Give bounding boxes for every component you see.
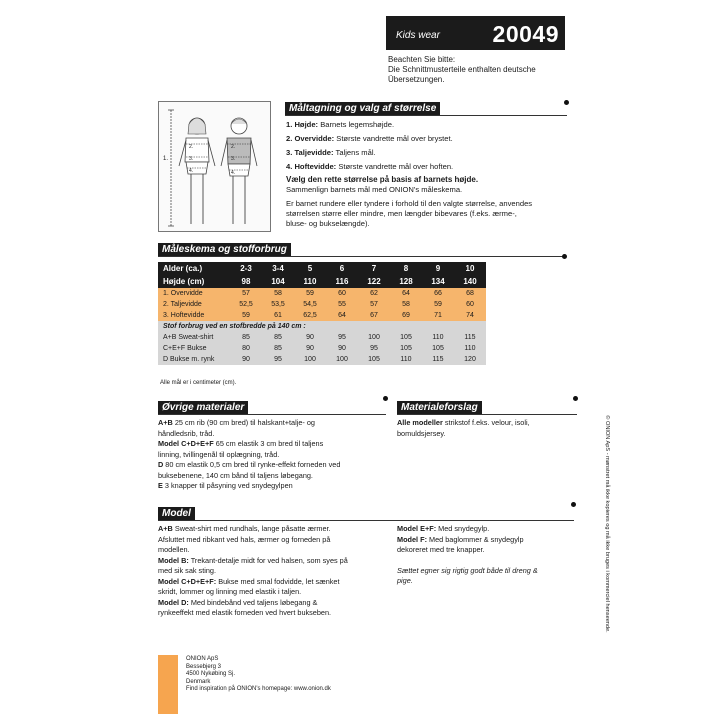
model-line-bold: Model C+D+E+F: bbox=[158, 576, 217, 586]
table-cell: 110 bbox=[454, 343, 486, 354]
model-line-text: Afsluttet med ribkant ved hals, ærmer og forneden på bbox=[158, 534, 331, 544]
measure-item: 1. Højde: Barnets legemshøjde. bbox=[286, 120, 395, 129]
section-title-table: Måleskema og stofforbrug bbox=[158, 243, 291, 256]
model-line-text: Med baglommer & snydegylp bbox=[427, 534, 524, 544]
table-cell: 9 bbox=[422, 262, 454, 275]
model-line bbox=[397, 535, 577, 546]
row-label: C+E+F Bukse bbox=[158, 343, 230, 354]
material-line-bold: D bbox=[158, 460, 164, 469]
table-cell: 90 bbox=[294, 332, 326, 343]
size-choice-heading: Vælg den rette størrelse på basis af barnets højde. bbox=[286, 175, 479, 184]
table-cell: 60 bbox=[326, 288, 358, 299]
fabric-line: Alle modeller strikstof f.eks. velour, isoli, bbox=[397, 418, 530, 427]
table-cell: 115 bbox=[422, 354, 454, 365]
measure-list bbox=[286, 120, 532, 229]
table-cell: 71 bbox=[422, 310, 454, 321]
material-line-bold: E bbox=[158, 481, 163, 490]
child-figure-illustration bbox=[158, 101, 271, 232]
material-line-text: buksebenene, 140 cm bånd til taljens løbegang. bbox=[158, 470, 313, 480]
german-note bbox=[388, 55, 568, 85]
model-line-text: Bukse med smal fodvidde, let sænket bbox=[216, 576, 340, 586]
table-cell: 52,5 bbox=[230, 299, 262, 310]
svg-text:3.: 3. bbox=[189, 156, 194, 162]
model-line bbox=[158, 556, 378, 567]
table-cell: 95 bbox=[262, 354, 294, 365]
table-cell: 10 bbox=[454, 262, 486, 275]
material-line bbox=[158, 429, 340, 440]
svg-text:2.: 2. bbox=[189, 144, 194, 150]
table-cell: 58 bbox=[390, 299, 422, 310]
model-right-list bbox=[397, 524, 577, 556]
row-label: 2. Taljevidde bbox=[158, 299, 230, 310]
row-label: D Bukse m. rynk bbox=[158, 354, 230, 365]
table-cell: 68 bbox=[454, 288, 486, 299]
para-line: bluse- og bukselængde). bbox=[286, 219, 370, 228]
row-label: A+B Sweat-shirt bbox=[158, 332, 230, 343]
model-line-text: dekoreret med tre knapper. bbox=[397, 545, 485, 554]
bullet-dot bbox=[564, 100, 569, 105]
note-line: Übersetzungen. bbox=[388, 75, 445, 84]
model-line bbox=[397, 524, 577, 535]
material-line-text: 3 knapper til påsyning ved snydegylpen bbox=[162, 481, 293, 490]
figure-label: 1. bbox=[163, 156, 169, 162]
children-measure-icon bbox=[159, 102, 270, 231]
table-cell: 59 bbox=[294, 288, 326, 299]
orange-accent-bar bbox=[158, 655, 178, 714]
table-cell: 59 bbox=[422, 299, 454, 310]
measure-item: 4. Hoftevidde: Største vandrette mål over hoften. bbox=[286, 162, 454, 171]
company-address bbox=[186, 656, 331, 694]
bullet-dot bbox=[383, 396, 388, 401]
table-cell: 58 bbox=[262, 288, 294, 299]
material-line bbox=[158, 471, 340, 482]
model-line bbox=[158, 545, 378, 556]
section-title-materials: Øvrige materialer bbox=[158, 401, 248, 414]
row-label: 3. Hoftevidde bbox=[158, 310, 230, 321]
table-cell: 85 bbox=[262, 332, 294, 343]
note-line: Beachten Sie bitte: bbox=[388, 55, 456, 64]
table-cell: 67 bbox=[358, 310, 390, 321]
table-cell: 105 bbox=[422, 343, 454, 354]
table-cell: 64 bbox=[326, 310, 358, 321]
measure-item: 2. Overvidde: Største vandrette mål over brystet. bbox=[286, 134, 453, 143]
table-cell: 60 bbox=[454, 299, 486, 310]
row-label: Alder (ca.) bbox=[158, 262, 230, 275]
table-cell: 122 bbox=[358, 275, 390, 288]
italic-line: Sættet egner sig rigtig godt både til dreng & bbox=[397, 565, 538, 575]
table-cell: 57 bbox=[358, 299, 390, 310]
material-line bbox=[158, 418, 340, 429]
model-suitability bbox=[397, 566, 577, 587]
fabric-row bbox=[158, 354, 486, 365]
svg-text:4.: 4. bbox=[189, 168, 194, 174]
body-measure-row bbox=[158, 288, 486, 299]
table-cell: 115 bbox=[454, 332, 486, 343]
model-line bbox=[158, 608, 378, 619]
divider bbox=[158, 520, 574, 521]
table-cell: 54,5 bbox=[294, 299, 326, 310]
brand-label: Kids wear bbox=[396, 30, 440, 41]
table-cell: 5 bbox=[294, 262, 326, 275]
model-line-text: Med bindebånd ved taljens løbegang & bbox=[188, 597, 318, 607]
svg-text:3.: 3. bbox=[231, 156, 236, 162]
divider bbox=[158, 414, 386, 415]
divider bbox=[285, 115, 567, 116]
model-line bbox=[397, 545, 577, 556]
table-cell: 100 bbox=[358, 332, 390, 343]
model-line-text: skridt, lommer og linning med elastik i taljen. bbox=[158, 587, 302, 596]
table-cell: 134 bbox=[422, 275, 454, 288]
age-header-row bbox=[158, 262, 486, 275]
material-line bbox=[158, 439, 340, 450]
table-cell: 7 bbox=[358, 262, 390, 275]
model-line-text: med sik sak sting. bbox=[158, 566, 216, 575]
fabric-row bbox=[158, 343, 486, 354]
fabric-row bbox=[158, 332, 486, 343]
table-cell: 140 bbox=[454, 275, 486, 288]
material-line-text: linning, tvillingenål til oplægning, tråd. bbox=[158, 449, 280, 459]
pattern-number: 20049 bbox=[492, 21, 559, 47]
table-cell: 6 bbox=[326, 262, 358, 275]
body-measure-row bbox=[158, 299, 486, 310]
model-line bbox=[158, 566, 378, 577]
model-line-text: Sweat-shirt med rundhals, lange påsatte ærmer. bbox=[172, 524, 331, 533]
table-cell: 100 bbox=[326, 354, 358, 365]
material-line bbox=[158, 481, 340, 492]
table-cell: 55 bbox=[326, 299, 358, 310]
fabric-line: bomuldsjersey. bbox=[397, 428, 446, 438]
fabric-text bbox=[397, 418, 530, 439]
model-line-text: modellen. bbox=[158, 545, 190, 554]
material-line-text: 65 cm elastik 3 cm bred til taljens bbox=[213, 439, 324, 448]
address-line: ONION ApS bbox=[186, 656, 219, 662]
note-line: Die Schnittmusterteile enthalten deutsche bbox=[388, 65, 536, 74]
table-cell: 66 bbox=[422, 288, 454, 299]
fabric-header-row bbox=[158, 321, 486, 332]
para-line: størrelsen større eller mindre, men længder bibevares (f.eks. ærme-, bbox=[286, 209, 517, 218]
section-title-fabric: Materialeforslag bbox=[397, 401, 482, 414]
table-cell: 8 bbox=[390, 262, 422, 275]
table-cell: 105 bbox=[390, 343, 422, 354]
table-cell: 120 bbox=[454, 354, 486, 365]
table-cell: 85 bbox=[230, 332, 262, 343]
model-line bbox=[158, 577, 378, 588]
address-line: 4500 Nykøbing Sj. bbox=[186, 671, 236, 677]
table-cell: 105 bbox=[390, 332, 422, 343]
size-chart-table bbox=[158, 262, 486, 365]
table-cell: 116 bbox=[326, 275, 358, 288]
material-line-bold: A+B bbox=[158, 418, 173, 427]
section-title-measure: Måltagning og valg af størrelse bbox=[285, 102, 440, 115]
divider bbox=[397, 414, 577, 415]
model-desc-left bbox=[158, 524, 378, 619]
height-header-row bbox=[158, 275, 486, 288]
divider bbox=[158, 256, 564, 257]
table-footnote: Alle mål er i centimeter (cm). bbox=[160, 380, 237, 386]
bullet-dot bbox=[573, 396, 578, 401]
table-cell: 62,5 bbox=[294, 310, 326, 321]
model-line-bold: Model E+F: bbox=[397, 524, 437, 533]
model-line-bold: A+B bbox=[158, 524, 173, 533]
table-cell: 110 bbox=[390, 354, 422, 365]
model-line-bold: Model B: bbox=[158, 555, 189, 565]
table-cell: 90 bbox=[230, 354, 262, 365]
model-line-bold: Model D: bbox=[158, 597, 189, 607]
table-cell: 100 bbox=[294, 354, 326, 365]
italic-line: pige. bbox=[397, 576, 413, 585]
table-cell: 85 bbox=[262, 343, 294, 354]
table-cell: 104 bbox=[262, 275, 294, 288]
material-line bbox=[158, 460, 340, 471]
table-cell: 80 bbox=[230, 343, 262, 354]
table-cell: 61 bbox=[262, 310, 294, 321]
table-cell: 57 bbox=[230, 288, 262, 299]
svg-text:2.: 2. bbox=[231, 144, 236, 150]
model-line-text: rynkeeffekt med elastik forneden ved hvert bukseben. bbox=[158, 608, 332, 617]
model-line bbox=[158, 535, 378, 546]
table-cell: 74 bbox=[454, 310, 486, 321]
model-line-bold: Model F: bbox=[397, 534, 427, 544]
table-cell: 64 bbox=[390, 288, 422, 299]
table-cell: 62 bbox=[358, 288, 390, 299]
table-cell: 110 bbox=[294, 275, 326, 288]
address-line: Bessebjerg 3 bbox=[186, 663, 222, 670]
row-label: 1. Overvidde bbox=[158, 288, 230, 299]
table-cell: 3-4 bbox=[262, 262, 294, 275]
model-line-text: Trekant-detalje midt for ved halsen, som syes på bbox=[188, 555, 348, 565]
table-cell: 128 bbox=[390, 275, 422, 288]
table-cell: 95 bbox=[326, 332, 358, 343]
table-cell: 110 bbox=[422, 332, 454, 343]
table-cell: 2-3 bbox=[230, 262, 262, 275]
body-measure-row bbox=[158, 310, 486, 321]
table-cell: 90 bbox=[294, 343, 326, 354]
material-line-bold: Model C+D+E+F bbox=[158, 439, 214, 448]
material-line-text: håndledsrib, tråd. bbox=[158, 428, 215, 438]
table-cell: 95 bbox=[358, 343, 390, 354]
table-cell: 98 bbox=[230, 275, 262, 288]
table-cell: 53,5 bbox=[262, 299, 294, 310]
material-line bbox=[158, 450, 340, 461]
model-line-text: Med snydegylp. bbox=[436, 524, 490, 533]
compare-line: Sammenlign barnets mål med ONION's måleskema. bbox=[286, 185, 463, 194]
bullet-dot bbox=[562, 254, 567, 259]
table-cell: 59 bbox=[230, 310, 262, 321]
para-line: Er barnet rundere eller tyndere i forhold til den valgte størrelse, anvendes bbox=[286, 199, 533, 208]
section-title-model: Model bbox=[158, 507, 195, 520]
model-line bbox=[158, 587, 378, 598]
material-line-text: 80 cm elastik 0,5 cm bred til rynke-effekt forneden ved bbox=[163, 460, 341, 469]
table-cell: 105 bbox=[358, 354, 390, 365]
address-line: Denmark bbox=[186, 678, 211, 685]
row-label: Højde (cm) bbox=[158, 275, 230, 288]
model-line bbox=[158, 524, 378, 535]
table-cell: 69 bbox=[390, 310, 422, 321]
svg-text:4.: 4. bbox=[231, 170, 236, 176]
address-line: Find inspiration på ONION's homepage: www.onion.dk bbox=[186, 686, 331, 692]
copyright-text: © ONION ApS - mønstret må ikke kopieres og må ikke bruges i kommerciel henseende. bbox=[604, 414, 610, 633]
table-cell: 90 bbox=[326, 343, 358, 354]
fabric-header: Stof forbrug ved en stofbredde på 140 cm : bbox=[158, 321, 486, 332]
model-desc-right bbox=[397, 524, 577, 587]
copyright-vertical bbox=[602, 396, 612, 651]
bullet-dot bbox=[571, 502, 576, 507]
material-line-text: 25 cm rib (90 cm bred) til halskant+talje- og bbox=[172, 418, 315, 427]
measure-item: 3. Taljevidde: Taljens mål. bbox=[286, 148, 376, 157]
materials-list bbox=[158, 418, 340, 492]
brand-box bbox=[386, 16, 565, 50]
model-line bbox=[158, 598, 378, 609]
